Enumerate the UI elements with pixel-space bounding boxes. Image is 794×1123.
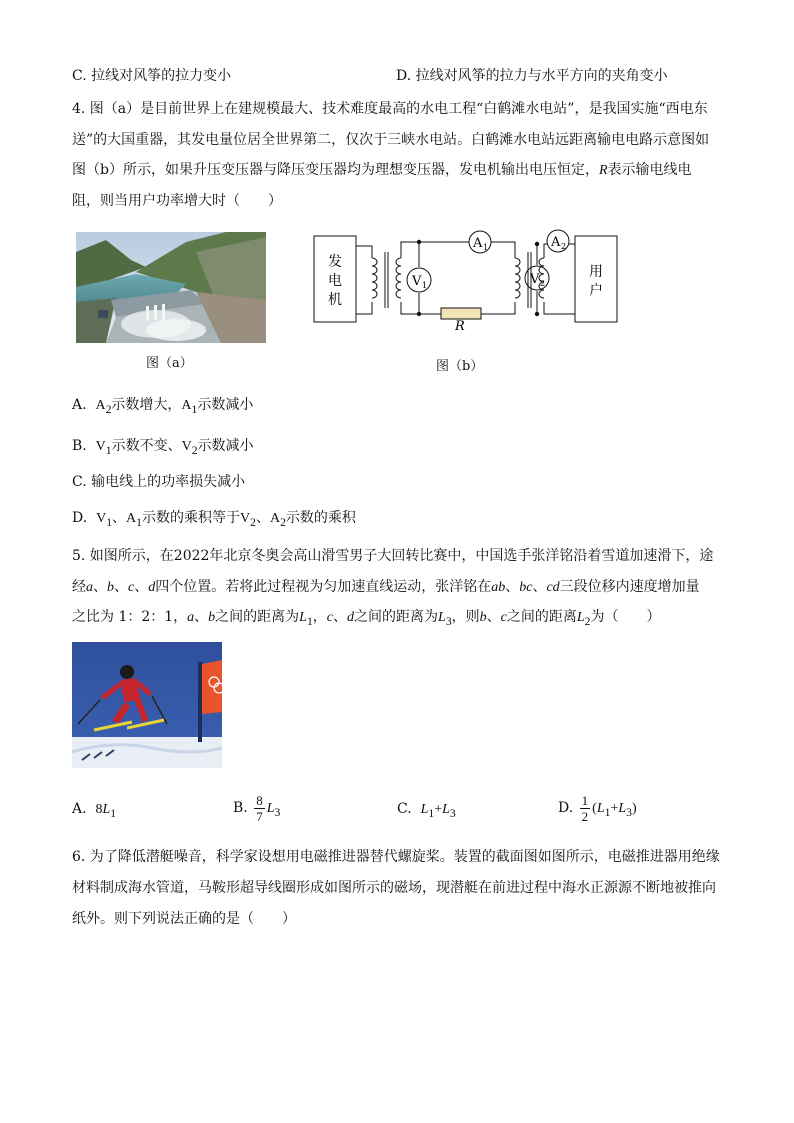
q4-stem-line4: 阻，则当用户功率增大时（ ） xyxy=(72,193,282,209)
q6-stem-line2: 材料制成海水管道，马鞍形超导线圈形成如图所示的磁场，现潜艇在前进过程中海水正源源不断地被推向 xyxy=(72,880,716,896)
ammeter-a1-label: A xyxy=(473,236,483,251)
q5-option-b: B. $\frac{8}{7}$ $L_3$ xyxy=(233,792,281,824)
transmission-circuit-diagram xyxy=(300,222,630,332)
q4-option-d: D. $V_1$、$A_1$示数的乘积等于$V_2$、$A_2$示数的乘积 xyxy=(72,510,356,529)
q5-stem-line2: 经a、b、c、d四个位置。若将此过程视为匀加速直线运动，张洋铭在ab、bc、cd三段位移内速度增加量 xyxy=(72,579,700,595)
ammeter-a2-label: A xyxy=(551,235,561,250)
user-char-1: 用 xyxy=(589,264,603,280)
q4-stem-line2: 送”的大国重器，其发电量位居全世界第二，仅次于三峡水电站。白鹤滩水电站远距离输电电路示意图如 xyxy=(72,132,710,148)
q3-option-c: C. 拉线对风筝的拉力变小 xyxy=(72,68,232,84)
skier-photo xyxy=(72,642,222,768)
figure-b-caption: 图（b） xyxy=(436,359,484,374)
voltmeter-v1-label: V xyxy=(412,274,422,289)
generator-char-1: 发 xyxy=(328,254,342,270)
q4-option-a: A. $A_2$示数增大，$A_1$示数减小 xyxy=(72,397,254,416)
q6-stem-line3: 纸外。则下列说法正确的是（ ） xyxy=(72,911,296,927)
resistor-r-label: R xyxy=(455,319,465,332)
q5-stem-line1: 5. 如图所示，在2022年北京冬奥会高山滑雪男子大回转比赛中，中国选手张洋铭沿着雪道加速滑下，途 xyxy=(72,548,714,564)
figure-a-caption: 图（a） xyxy=(146,356,193,371)
q5-stem-line3: 之比为 1：2：1，a、b之间的距离为$L_1$，c、d之间的距离为$L_3$，则b、c之间的距离$L_2$为（ ） xyxy=(72,609,661,628)
q4-option-c: C. 输电线上的功率损失减小 xyxy=(72,474,246,490)
q6-stem-line1: 6. 为了降低潜艇噪音，科学家设想用电磁推进器替代螺旋桨。装置的截面图如图所示，电磁推进器用绝缘 xyxy=(72,849,720,865)
ammeter-a2-sub: 2 xyxy=(561,242,567,251)
q5-option-d: D. $\frac{1}{2}$ $(L_1+L_3)$ xyxy=(558,792,637,824)
voltmeter-v2-label: V xyxy=(530,272,540,287)
q4-stem-line1: 4. 图（a）是目前世界上在建规模最大、技术难度最高的水电工程“白鹤滩水电站”，是我国实施“西电东 xyxy=(72,101,708,117)
q4-stem-line3: 图（b）所示，如果升压变压器与降压变压器均为理想变压器，发电机输出电压恒定，R表示输电线电 xyxy=(72,162,692,178)
hydropower-station-photo xyxy=(76,232,266,343)
q5-option-a: A. $8L_1$ xyxy=(72,801,117,820)
q4-option-b: B. $V_1$示数不变、$V_2$示数减小 xyxy=(72,438,254,457)
user-char-2: 户 xyxy=(589,283,603,299)
ammeter-a1-sub: 1 xyxy=(483,243,489,252)
voltmeter-v1-sub: 1 xyxy=(422,281,428,290)
q5-option-c: C. $L_1+L_3$ xyxy=(397,801,456,820)
q3-option-d: D. 拉线对风筝的拉力与水平方向的夹角变小 xyxy=(396,68,668,84)
voltmeter-v2-sub: 2 xyxy=(540,279,546,288)
generator-char-3: 机 xyxy=(328,292,342,308)
generator-char-2: 电 xyxy=(328,273,342,289)
